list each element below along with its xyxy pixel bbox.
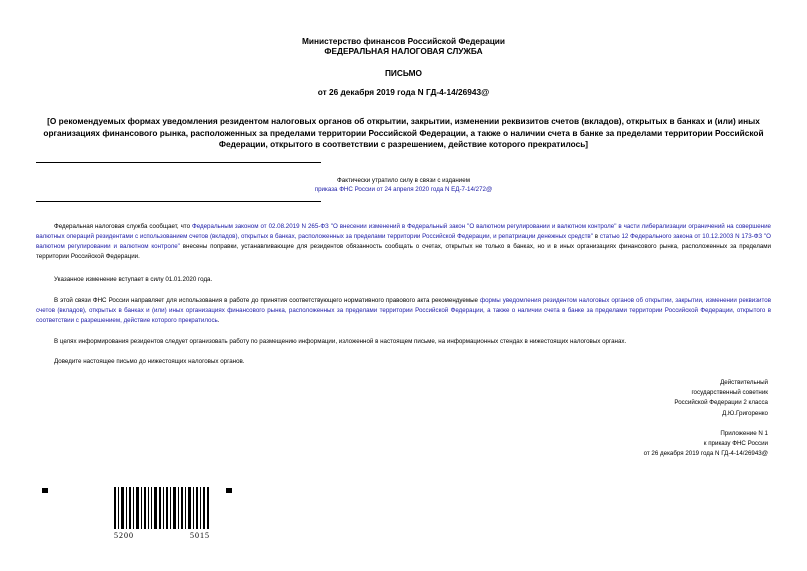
signer-rank-3: Российской Федерации 2 класса: [674, 399, 768, 407]
appendix-title: Приложение N 1: [720, 430, 768, 437]
scan-marker-right: [226, 488, 232, 493]
document-type: ПИСЬМО: [384, 68, 423, 78]
p3-text-b: .: [217, 317, 220, 324]
barcode-number: [114, 531, 210, 540]
appendix-block: [508, 429, 768, 460]
p1-text-b: в: [592, 233, 600, 240]
divider-bottom: [36, 201, 321, 202]
p3-text-a: В этой связи ФНС России направляет для использования в работе до принятия соответствующего нормативного правового акта рекомендуемые: [54, 297, 481, 304]
body-paragraph-1: [36, 222, 771, 262]
divider-top: [36, 162, 321, 163]
ministry-name: Министерство финансов Российской Федерации: [301, 36, 506, 46]
signer-name: Д.Ю.Григоренко: [722, 409, 768, 417]
signature-block: [508, 378, 768, 419]
service-name: ФЕДЕРАЛЬНАЯ НАЛОГОВАЯ СЛУЖБА: [324, 46, 483, 56]
body-paragraph-4: В целях информирования резидентов следует организовать работу по размещению информации, изложенной в настоящем письме, на информационных стендах в нижестоящих налоговых органах.: [54, 338, 627, 345]
notification-forms-link[interactable]: формы уведомления резидентом налоговых органов об открытии, закрытии, изменении реквизитов счетов (вкладов), открытых в банках и (или) иных организациях финансового рынка, расположенных за пределами территории Российской Федерации, а также о наличии счета в банке за пределами территории Российской Федерации, открытого в соответствии с разрешением, действие которого прекратилось: [36, 297, 771, 324]
p1-text-c: внесены поправки, устанавливающие для резидентов обязанность сообщать о счетах, открытых не только в банках, но и в иных организациях финансового рынка, расположенных за пределами территории Российской Федерации.: [36, 243, 771, 260]
body-paragraph-3: [36, 296, 771, 326]
repeal-order-link[interactable]: приказа ФНС России от 24 апреля 2020 года N ЕД-7-14/272@: [314, 186, 493, 193]
article-12-law-173-link[interactable]: статью 12 Федерального закона от 10.12.2003 N 173-ФЗ "О валютном регулировании и валютном контроле": [36, 233, 771, 250]
document-date-number: от 26 декабря 2019 года N ГД-4-14/26943@: [317, 87, 490, 97]
document-subject: [О рекомендуемых формах уведомления резидентом налоговых органов об открытии, закрытии, изменении реквизитов счетов (вкладов), открытых в банках и (или) иных организациях финансового рынка, расположенных за пределами территории Российской Федерации, а также о наличии счета в банке за пределами территории Российской Федерации, открытого в соответствии с разрешением, действие которого прекратилось]: [43, 116, 764, 149]
body-paragraph-5: Доведите настоящее письмо до нижестоящих налоговых органов.: [54, 358, 245, 365]
status-note: Фактически утратило силу в связи с изданием: [337, 177, 470, 184]
scan-marker-left: [42, 488, 48, 493]
barcode-digits-left: 5200: [114, 531, 134, 540]
barcode-digits-right: 5015: [190, 531, 210, 540]
barcode: [114, 487, 210, 529]
signer-rank-2: государственный советник: [691, 389, 768, 397]
p1-text-a: Федеральная налоговая служба сообщает, что: [54, 223, 192, 230]
appendix-order: к приказу ФНС России: [703, 440, 768, 448]
federal-law-265-link[interactable]: Федеральным законом от 02.08.2019 N 265-ФЗ "О внесении изменений в Федеральный закон "О валютном регулировании и валютном контроле" в части либерализации ограничений на совершение валютных операций резидентами с использованием счетов (вкладов), открытых в банках, расположенных за пределами территории Российской Федерации, и репатриации денежных средств": [36, 223, 771, 240]
body-paragraph-2: Указанное изменение вступает в силу 01.01.2020 года.: [54, 276, 213, 283]
appendix-date-number: от 26 декабря 2019 года N ГД-4-14/26943@: [643, 450, 768, 458]
signer-rank-1: Действительный: [720, 379, 768, 386]
